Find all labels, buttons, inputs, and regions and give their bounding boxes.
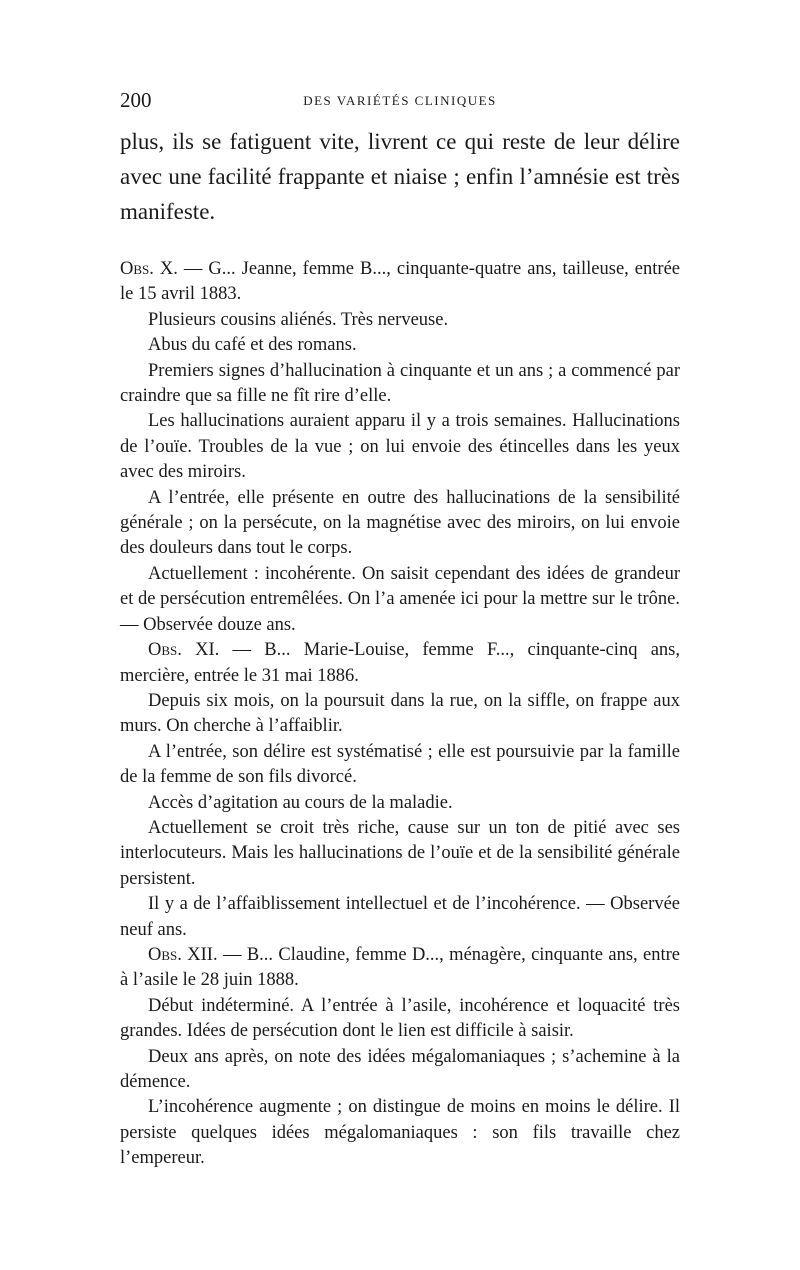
- observations: [120, 257, 680, 1172]
- running-head: DES VARIÉTÉS CLINIQUES: [303, 93, 497, 108]
- paragraph: Actuellement : incohérente. On saisit cependant des idées de grandeur et de persécution entremêlées. On l’a amenée ici pour la mettre sur le trône. — Observée douze ans.: [120, 563, 680, 635]
- paragraph: L’incohérence augmente ; on distingue de moins en moins le délire. Il persiste quelques idées mégalomaniaques : son fils travaille chez l’empereur.: [120, 1097, 680, 1169]
- paragraph: Début indéterminé. A l’entrée à l’asile, incohérence et loquacité très grandes. Idées de persécution dont le lien est difficile à saisir.: [120, 995, 680, 1042]
- obs-10-heading: [120, 257, 680, 308]
- obs-11-label: Obs. XI.: [148, 640, 220, 661]
- intro-paragraph: plus, ils se fatiguent vite, livrent ce qui reste de leur délire avec une facilité frappante et niaise ; enfin l’amnésie est très manifeste.: [120, 129, 680, 224]
- paragraph: Plusieurs cousins aliénés. Très nerveuse.: [148, 309, 449, 330]
- book-page: [120, 88, 680, 1172]
- paragraph: Accès d’agitation au cours de la maladie.: [148, 792, 453, 813]
- obs-11-heading: [120, 638, 680, 689]
- paragraph: Premiers signes d’hallucination à cinquante et un ans ; a commencé par craindre que sa fille ne fît rire d’elle.: [120, 360, 680, 407]
- obs-11-head-text: — B... Marie-Louise, femme F..., cinquante-cinq ans, mercière, entrée le 31 mai 1886.: [120, 640, 680, 686]
- page-number: 200: [120, 88, 152, 112]
- page-header: [120, 88, 680, 118]
- obs-10-label: Obs. X.: [120, 259, 178, 279]
- intro-section: [120, 124, 680, 229]
- obs-12-label: Obs. XII.: [148, 944, 218, 965]
- paragraph: Les hallucinations auraient apparu il y a trois semaines. Hallucinations de l’ouïe. Troubles de la vue ; on lui envoie des étincelles dans les yeux avec des miroirs.: [120, 411, 680, 483]
- obs-12-head-text: — B... Claudine, femme D..., ménagère, cinquante ans, entre à l’asile le 28 juin 1888.: [120, 944, 680, 991]
- paragraph: Il y a de l’affaiblissement intellectuel et de l’incohérence. — Observée neuf ans.: [120, 894, 680, 940]
- paragraph: Actuellement se croit très riche, cause sur un ton de pitié avec ses interlocuteurs. Mais les hallucinations de l’ouïe et de la sensibilité générale persistent.: [120, 817, 680, 889]
- paragraph: A l’entrée, son délire est systématisé ; elle est poursuivie par la famille de la femme de son fils divorcé.: [120, 741, 680, 788]
- paragraph: A l’entrée, elle présente en outre des hallucinations de la sensibilité générale ; on la persécute, on la magnétise avec des miroirs, on lui envoie des douleurs dans tout le corps.: [120, 487, 680, 559]
- obs-12-heading: [120, 943, 680, 994]
- paragraph: Abus du café et des romans.: [148, 335, 357, 356]
- paragraph: Deux ans après, on note des idées mégalomaniaques ; s’achemine à la démence.: [120, 1046, 680, 1092]
- paragraph: Depuis six mois, on la poursuit dans la rue, on la siffle, on frappe aux murs. On cherche à l’affaiblir.: [120, 690, 680, 737]
- obs-10-head-text: — G... Jeanne, femme B..., cinquante-quatre ans, tailleuse, entrée le 15 avril 1883.: [120, 259, 680, 305]
